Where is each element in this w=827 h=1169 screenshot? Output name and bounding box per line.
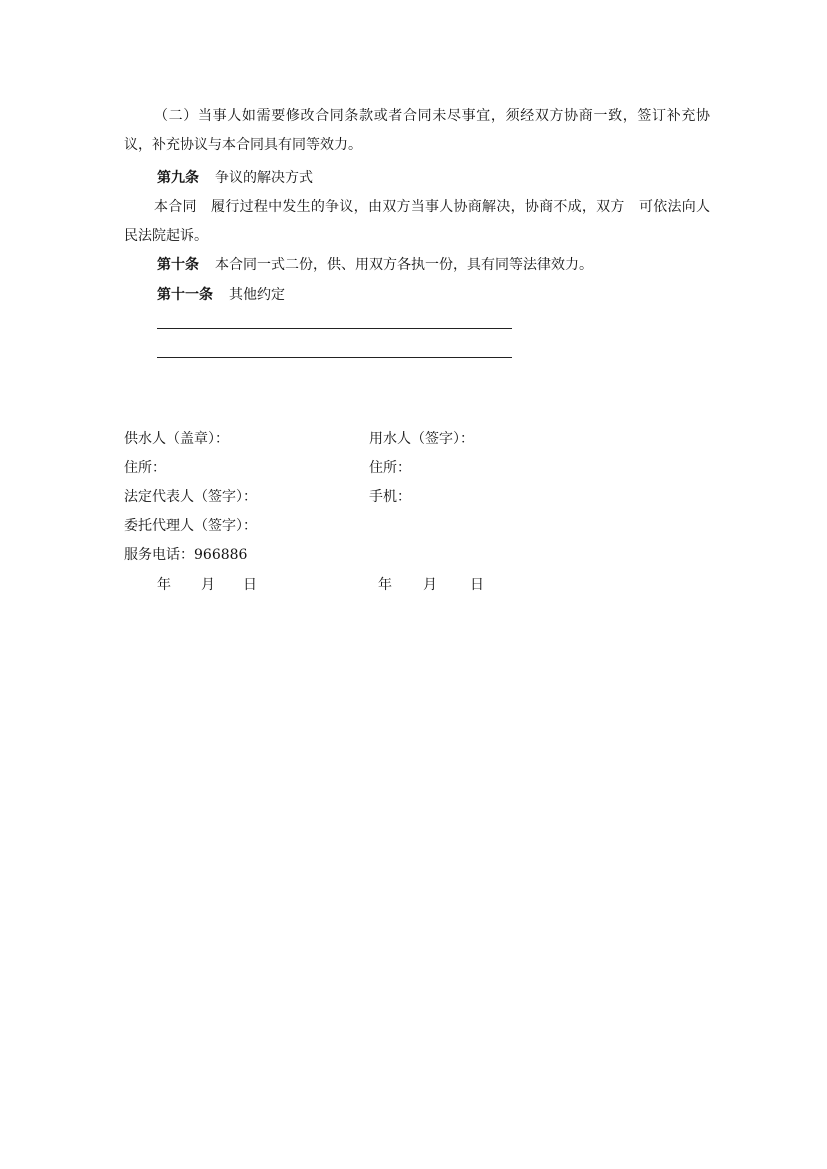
user-address-label: 住所： xyxy=(369,460,411,476)
user-date-day: 日 xyxy=(470,577,484,593)
article-11-heading-line xyxy=(157,285,285,305)
supplier-address-label: 住所： xyxy=(124,460,166,476)
blank-line-2 xyxy=(157,357,512,358)
authorized-agent-label: 委托代理人（签字）： xyxy=(124,518,257,534)
article-10-number: 第十条 xyxy=(157,257,199,273)
user-date-year: 年 xyxy=(378,577,392,593)
supplier-seal-label: 供水人（盖章）： xyxy=(124,431,229,447)
user-date xyxy=(378,575,484,595)
supplier-date-day: 日 xyxy=(243,577,257,593)
legal-representative-label: 法定代表人（签字）： xyxy=(124,489,257,505)
supplier-date-year: 年 xyxy=(157,577,171,593)
article-11-title: 其他约定 xyxy=(229,287,285,303)
supplier-date-month: 月 xyxy=(201,577,215,593)
supplier-date xyxy=(157,575,257,595)
user-signature-label: 用水人（签字）： xyxy=(369,431,474,447)
article-9-body: 本合同 履行过程中发生的争议，由双方当事人协商解决，协商不成，双方 可依法向人民法院起诉。 xyxy=(124,199,710,244)
user-date-month: 月 xyxy=(423,577,437,593)
article-10-body: 本合同一式二份，供、用双方各执一份，具有同等法律效力。 xyxy=(215,257,593,273)
amendment-clause: （二）当事人如需要修改合同条款或者合同未尽事宜，须经双方协商一致，签订补充协议，补充协议与本合同具有同等效力。 xyxy=(124,108,710,153)
article-9-title: 争议的解决方式 xyxy=(215,170,313,186)
article-10-line xyxy=(157,255,593,275)
article-9-number: 第九条 xyxy=(157,170,199,186)
article-11-number: 第十一条 xyxy=(157,287,213,303)
blank-line-1 xyxy=(157,328,512,329)
mobile-label: 手机： xyxy=(369,489,411,505)
article-9-heading-line xyxy=(157,168,313,188)
service-phone: 服务电话：966886 xyxy=(124,547,248,563)
